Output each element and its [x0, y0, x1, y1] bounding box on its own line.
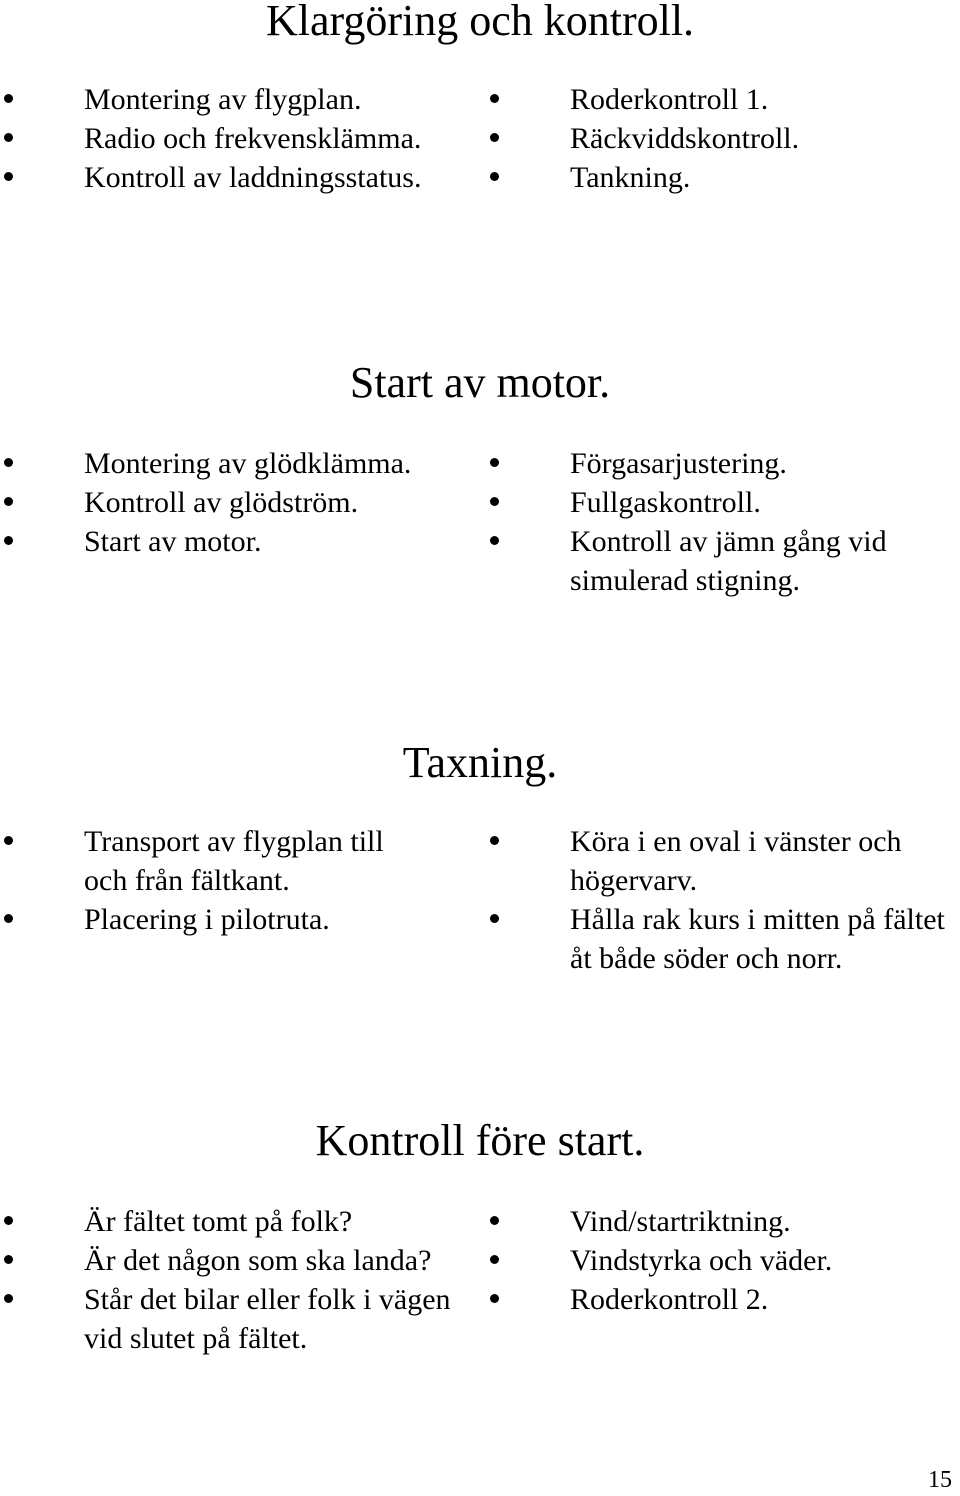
- list-item: Kontroll av jämn gång vid simulerad stigning.: [490, 522, 930, 600]
- bullet-icon: [490, 1216, 499, 1225]
- list-item: Hålla rak kurs i mitten på fältet åt både söder och norr.: [490, 900, 958, 978]
- taxning-right-list: [490, 822, 958, 978]
- bullet-icon: [4, 172, 13, 181]
- list-item: Kontroll av laddningsstatus.: [4, 158, 474, 197]
- bullet-icon: [490, 1255, 499, 1264]
- klargoring-right-list: [490, 80, 950, 197]
- bullet-icon: [4, 536, 13, 545]
- taxning-left-list: [4, 822, 414, 939]
- list-item: Start av motor.: [4, 522, 474, 561]
- start-motor-left-list: [4, 444, 474, 561]
- bullet-icon: [490, 497, 499, 506]
- section-title-start-av-motor: Start av motor.: [349, 358, 611, 407]
- list-item: Vindstyrka och väder.: [490, 1241, 950, 1280]
- list-item: Är fältet tomt på folk?: [4, 1202, 474, 1241]
- start-motor-right-list: [490, 444, 930, 600]
- bullet-icon: [490, 914, 499, 923]
- bullet-icon: [4, 94, 13, 103]
- list-item: Räckviddskontroll.: [490, 119, 950, 158]
- bullet-icon: [490, 458, 499, 467]
- list-item: Montering av glödklämma.: [4, 444, 474, 483]
- bullet-icon: [4, 1294, 13, 1303]
- bullet-icon: [4, 133, 13, 142]
- list-item: Är det någon som ska landa?: [4, 1241, 474, 1280]
- bullet-icon: [490, 836, 499, 845]
- list-item: Roderkontroll 1.: [490, 80, 950, 119]
- klargoring-left-list: [4, 80, 474, 197]
- list-item: Kontroll av glödström.: [4, 483, 474, 522]
- list-item: Fullgaskontroll.: [490, 483, 930, 522]
- bullet-icon: [4, 1255, 13, 1264]
- page-number: 15: [928, 1467, 952, 1493]
- list-item: Köra i en oval i vänster och högervarv.: [490, 822, 958, 900]
- bullet-icon: [4, 914, 13, 923]
- list-item: Roderkontroll 2.: [490, 1280, 950, 1319]
- bullet-icon: [4, 836, 13, 845]
- bullet-icon: [490, 1294, 499, 1303]
- section-title-taxning: Taxning.: [402, 738, 558, 787]
- kontroll-right-list: [490, 1202, 950, 1319]
- list-item: Placering i pilotruta.: [4, 900, 414, 939]
- list-item: Tankning.: [490, 158, 950, 197]
- list-item: Vind/startriktning.: [490, 1202, 950, 1241]
- bullet-icon: [490, 536, 499, 545]
- list-item: Står det bilar eller folk i vägen vid slutet på fältet.: [4, 1280, 474, 1358]
- list-item: Montering av flygplan.: [4, 80, 474, 119]
- list-item: Förgasarjustering.: [490, 444, 930, 483]
- bullet-icon: [4, 1216, 13, 1225]
- bullet-icon: [490, 94, 499, 103]
- kontroll-left-list: [4, 1202, 474, 1358]
- bullet-icon: [4, 458, 13, 467]
- list-item: Radio och frekvensklämma.: [4, 119, 474, 158]
- bullet-icon: [490, 172, 499, 181]
- section-title-kontroll-fore-start: Kontroll före start.: [315, 1116, 645, 1165]
- list-item: Transport av flygplan till och från fältkant.: [4, 822, 414, 900]
- section-title-klargoring: Klargöring och kontroll.: [265, 0, 695, 45]
- bullet-icon: [4, 497, 13, 506]
- bullet-icon: [490, 133, 499, 142]
